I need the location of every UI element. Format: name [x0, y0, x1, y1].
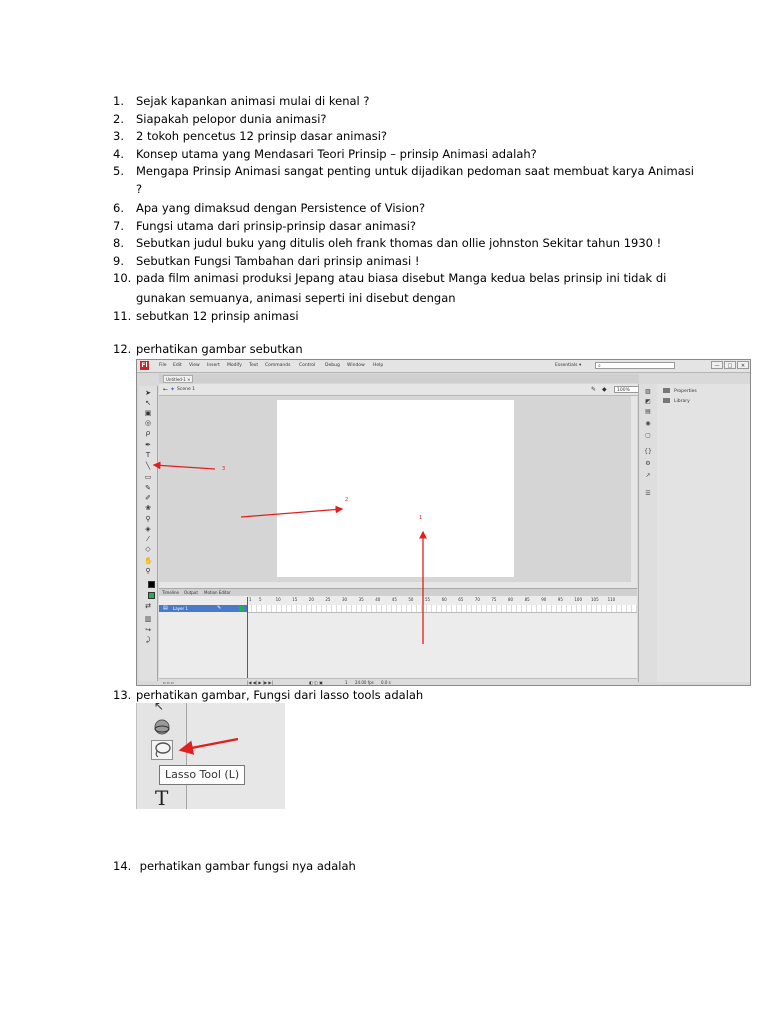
- question-10: 10. pada film animasi produksi Jepang atau biasa disebut Manga kedua belas prinsip ini tidak di: [113, 271, 667, 285]
- minimize-button[interactable]: —: [711, 361, 723, 369]
- frame-number: 95: [557, 597, 563, 602]
- workspace-switcher[interactable]: Essentials ▾: [555, 363, 582, 368]
- panel-library-label: Library: [674, 399, 690, 404]
- eyedropper-tool-icon[interactable]: ⁄: [147, 535, 149, 543]
- current-frame: 1: [345, 680, 348, 685]
- frame-rate: 24.00 fps: [355, 680, 374, 685]
- question-13: 13. perhatikan gambar, Fungsi dari lasso tools adalah: [113, 688, 424, 702]
- swap-colors-icon[interactable]: ⇄: [145, 602, 151, 610]
- frame-number: 50: [408, 597, 414, 602]
- straighten-icon[interactable]: ⤸: [145, 636, 151, 644]
- zoom-select[interactable]: 100%: [614, 386, 660, 393]
- question-2: 2. Siapakah pelopor dunia animasi?: [113, 112, 327, 126]
- question-3: 3. 2 tokoh pencetus 12 prinsip dasar animasi?: [113, 129, 388, 143]
- frame-number: 35: [358, 597, 364, 602]
- color-panel-icon[interactable]: ▨: [645, 388, 651, 395]
- arrow-3: [154, 465, 215, 469]
- maximize-button[interactable]: □: [724, 361, 736, 369]
- new-layer-icon[interactable]: ▫ ▫ ▫: [163, 680, 174, 685]
- back-arrow-icon[interactable]: ←: [163, 386, 169, 393]
- menu-text[interactable]: Text: [249, 363, 259, 368]
- flash-logo: Fl: [141, 362, 148, 369]
- menu-commands[interactable]: Commands: [265, 363, 291, 368]
- frame-number: 10: [275, 597, 281, 602]
- code-snippets-icon[interactable]: {}: [644, 448, 652, 455]
- layer-icon: ▤: [163, 605, 168, 611]
- frame-number: 5: [259, 597, 262, 602]
- lasso-tool-screenshot: [136, 703, 285, 809]
- transform-panel-icon[interactable]: ▢: [645, 432, 651, 439]
- menu-edit[interactable]: Edit: [173, 363, 182, 368]
- onion-skin-icon[interactable]: ◧ ◫ ▣: [309, 680, 323, 685]
- menu-help[interactable]: Help: [373, 363, 384, 368]
- line-tool-icon[interactable]: ╲: [145, 462, 151, 470]
- annotation-label-3: 3: [222, 466, 226, 472]
- lasso-tooltip: Lasso Tool (L): [159, 765, 245, 785]
- frame-number: 20: [308, 597, 314, 602]
- question-5: 5. Mengapa Prinsip Animasi sangat penting untuk dijadikan pedoman saat membuat karya Animasi: [113, 164, 694, 178]
- tab-timeline[interactable]: Timeline: [162, 590, 180, 595]
- align-panel-icon[interactable]: ▤: [645, 408, 651, 415]
- frame-number: 40: [375, 597, 381, 602]
- history-panel-icon[interactable]: ☰: [645, 490, 651, 497]
- info-panel-icon[interactable]: ◉: [645, 420, 651, 427]
- edit-scene-icon[interactable]: ✎: [591, 386, 597, 393]
- question-12: 12. perhatikan gambar sebutkan: [113, 342, 303, 356]
- flash-screenshot: [136, 359, 751, 686]
- swatches-panel-icon[interactable]: ◩: [645, 398, 651, 405]
- free-transform-tool-icon[interactable]: ▣: [144, 409, 152, 417]
- menu-insert[interactable]: Insert: [207, 363, 220, 368]
- subselection-tool-icon[interactable]: ↖: [145, 399, 151, 407]
- question-7: 7. Fungsi utama dari prinsip-prinsip dasar animasi?: [113, 219, 417, 233]
- pencil-tool-icon[interactable]: ✎: [145, 484, 151, 492]
- scene-label: Scene 1: [177, 387, 196, 392]
- menu-modify[interactable]: Modify: [227, 363, 242, 368]
- question-1: 1. Sejak kapankan animasi mulai di kenal ?: [113, 94, 370, 108]
- question-10-continuation: gunakan semuanya, animasi seperti ini disebut dengan: [136, 291, 456, 305]
- zoom-tool-icon[interactable]: ⚲: [145, 567, 151, 575]
- frame-number: 25: [325, 597, 331, 602]
- close-button[interactable]: ✕: [737, 361, 749, 369]
- rectangle-tool-icon[interactable]: ▭: [144, 473, 152, 481]
- menu-control[interactable]: Control: [299, 363, 316, 368]
- scene-icon: ✦: [170, 386, 176, 393]
- lasso-annotation-arrow: [137, 703, 285, 809]
- frame-number: 70: [474, 597, 480, 602]
- tab-motion-editor[interactable]: Motion Editor: [204, 590, 231, 595]
- motion-presets-icon[interactable]: ↗: [645, 472, 651, 479]
- frame-number: 110: [607, 597, 616, 602]
- menu-debug[interactable]: Debug: [325, 363, 340, 368]
- pen-tool-icon[interactable]: ✒: [145, 441, 151, 449]
- search-icon: ⌕: [598, 363, 601, 369]
- document-tab[interactable]: Untitled-1 ×: [163, 375, 193, 383]
- eraser-tool-icon[interactable]: ◇: [145, 545, 151, 553]
- menu-file[interactable]: File: [159, 363, 167, 368]
- annotation-arrows: [137, 360, 751, 686]
- frame-number: 100: [574, 597, 583, 602]
- deco-tool-icon[interactable]: ❀: [145, 504, 151, 512]
- frame-number: 1: [249, 597, 252, 602]
- playback-controls[interactable]: |◀ ◀| ▶ |▶ ▶|: [247, 680, 273, 685]
- pencil-icon: ✎: [217, 605, 222, 611]
- question-8: 8. Sebutkan judul buku yang ditulis oleh frank thomas dan ollie johnston Sekitar tahun 1930 !: [113, 236, 662, 250]
- brush-tool-icon[interactable]: ✐: [145, 494, 151, 502]
- tab-output[interactable]: Output: [184, 590, 198, 595]
- question-9: 9. Sebutkan Fungsi Tambahan dari prinsip animasi !: [113, 254, 420, 268]
- frame-number: 15: [292, 597, 298, 602]
- lasso-tool-icon[interactable]: ρ: [145, 429, 151, 437]
- question-6: 6. Apa yang dimaksud dengan Persistence of Vision?: [113, 201, 426, 215]
- bone-tool-icon[interactable]: ⚲: [145, 515, 151, 523]
- frame-number: 75: [491, 597, 497, 602]
- edit-symbol-icon[interactable]: ◆: [602, 386, 607, 393]
- hand-tool-icon[interactable]: ✋: [144, 557, 153, 565]
- subselection-tool-icon[interactable]: ↖: [154, 703, 165, 713]
- snap-icon[interactable]: ▥: [144, 615, 152, 623]
- annotation-label-1: 1: [419, 515, 423, 521]
- text-tool-icon[interactable]: T: [145, 451, 151, 459]
- question-11: 11. sebutkan 12 prinsip animasi: [113, 309, 299, 323]
- frame-number: 85: [524, 597, 530, 602]
- selection-tool-icon[interactable]: ➤: [145, 389, 151, 397]
- frame-number: 45: [391, 597, 397, 602]
- question-5-continuation: ?: [136, 182, 143, 196]
- components-icon[interactable]: ⚙: [645, 460, 651, 467]
- frame-number: 55: [425, 597, 431, 602]
- frame-number: 105: [591, 597, 599, 602]
- arrow-2: [241, 509, 342, 517]
- frame-number: 90: [541, 597, 547, 602]
- question-4: 4. Konsep utama yang Mendasari Teori Prinsip – prinsip Animasi adalah?: [113, 147, 537, 161]
- question-14: 14. perhatikan gambar fungsi nya adalah: [113, 859, 356, 873]
- frame-number: 60: [441, 597, 447, 602]
- layer-name: Layer 1: [173, 606, 188, 611]
- panel-properties-label: Properties: [674, 389, 697, 394]
- smooth-icon[interactable]: ↪: [145, 626, 151, 634]
- frame-number: 65: [458, 597, 464, 602]
- menu-window[interactable]: Window: [347, 363, 365, 368]
- text-tool-icon[interactable]: T: [155, 786, 169, 809]
- annotation-label-2: 2: [345, 497, 349, 503]
- menu-view[interactable]: View: [189, 363, 200, 368]
- elapsed-time: 0.0 s: [381, 680, 391, 685]
- paint-bucket-tool-icon[interactable]: ◈: [145, 525, 151, 533]
- frame-number: 30: [342, 597, 348, 602]
- 3d-rotation-tool-icon[interactable]: ◎: [144, 419, 152, 427]
- frame-number: 80: [508, 597, 514, 602]
